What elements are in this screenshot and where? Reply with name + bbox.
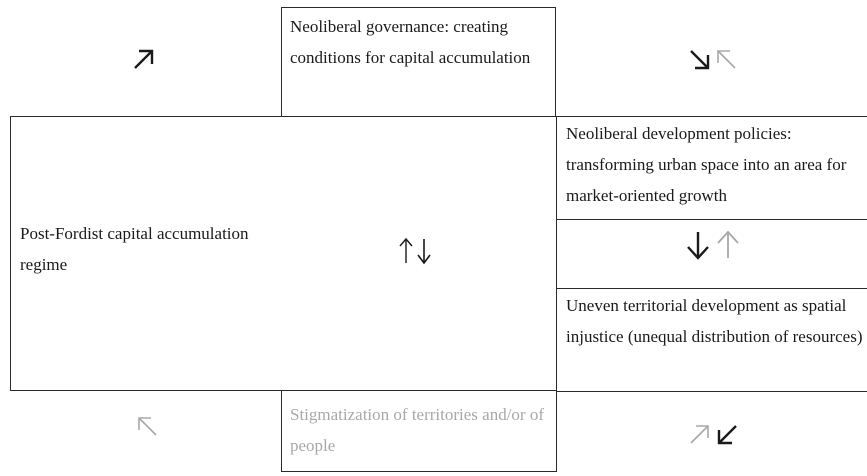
arrow-south-east-icon bbox=[685, 45, 715, 75]
arrow-north-west-icon bbox=[133, 412, 163, 442]
arrow-down-icon bbox=[416, 236, 432, 266]
arrow-north-east-icon bbox=[130, 45, 160, 75]
policies-text: Neoliberal development policies: transforming urban space into an area for market-oriented growth bbox=[566, 124, 847, 205]
arrow-up-icon bbox=[714, 229, 744, 261]
arrow-up-icon bbox=[398, 236, 414, 266]
arrow-north-east-icon bbox=[685, 420, 715, 450]
arrow-south-west-icon bbox=[713, 420, 743, 450]
uneven-text: Uneven territorial development as spatial injustice (unequal distribution of resources) bbox=[566, 296, 863, 346]
arrow-down-icon bbox=[684, 229, 714, 261]
stigmatization-text: Stigmatization of territories and/or of people bbox=[290, 405, 544, 455]
arrow-north-west-icon bbox=[712, 45, 742, 75]
regime-text: Post-Fordist capital accumulation regime bbox=[20, 224, 249, 274]
governance-text: Neoliberal governance: creating conditions for capital accumulation bbox=[290, 17, 531, 67]
